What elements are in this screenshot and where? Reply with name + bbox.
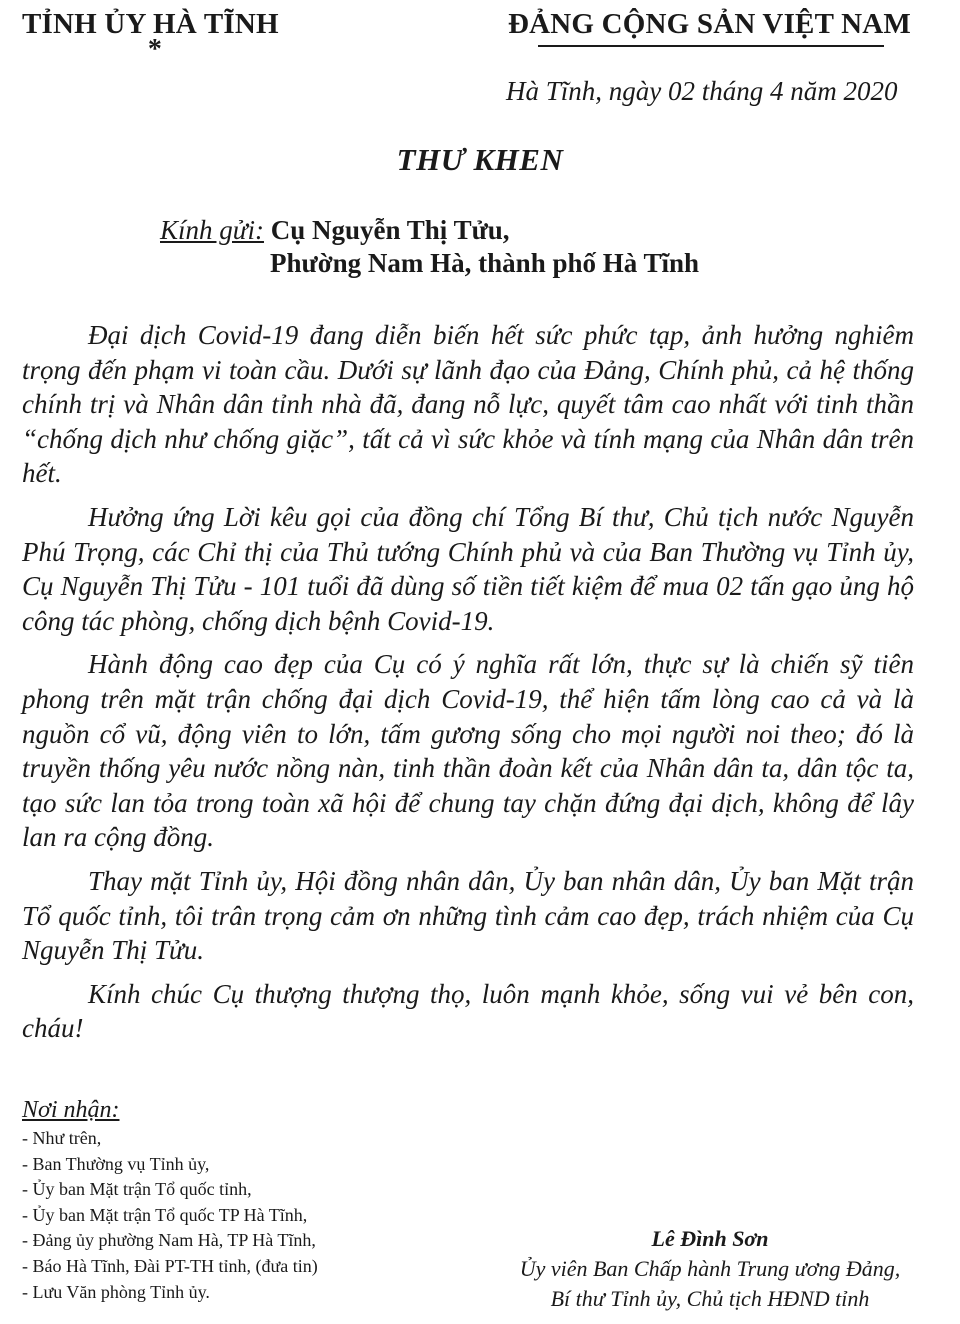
recipient-block <box>160 214 920 280</box>
signer-name: Lê Đình Sơn <box>651 1226 769 1251</box>
distribution-list <box>22 1096 492 1305</box>
body-paragraph: Hưởng ứng Lời kêu gọi của đồng chí Tổng Bí thư, Chủ tịch nước Nguyễn Phú Trọng, các Chỉ thị của Thủ tướng Chính phủ và của Ban Thường vụ Tỉnh ủy, Cụ Nguyễn Thị Tửu - 101 tuổi đã dùng số tiền tiết kiệm để mua 02 tấn gạo ủng hộ công tác phòng, chống dịch bệnh Covid-19. <box>22 501 914 636</box>
distribution-item: - Ủy ban Mặt trận Tổ quốc TP Hà Tĩnh, <box>22 1204 308 1225</box>
body-paragraph: Kính chúc Cụ thượng thượng thọ, luôn mạnh khỏe, sống vui vẻ bên con, cháu! <box>22 978 914 1044</box>
signer-title-line: Ủy viên Ban Chấp hành Trung ương Đảng, <box>519 1256 901 1281</box>
recipient-address: Phường Nam Hà, thành phố Hà Tĩnh <box>270 248 700 278</box>
distribution-item: - Ban Thường vụ Tỉnh ủy, <box>22 1153 210 1174</box>
distribution-item: - Ủy ban Mặt trận Tổ quốc tỉnh, <box>22 1179 252 1200</box>
recipient-name: Cụ Nguyễn Thị Tửu, <box>270 215 510 245</box>
letter-body <box>22 318 914 1055</box>
document-title: THƯ KHEN <box>396 142 564 177</box>
issuing-organization-name: TỈNH ỦY HÀ TĨNH <box>22 8 279 40</box>
distribution-items <box>22 1126 492 1305</box>
party-heading <box>508 8 928 47</box>
signer-title-line: Bí thư Tỉnh ủy, Chủ tịch HĐND tỉnh <box>550 1286 870 1311</box>
body-paragraph: Đại dịch Covid-19 đang diễn biến hết sức phức tạp, ảnh hưởng nghiêm trọng đến phạm vi toàn cầu. Dưới sự lãnh đạo của Đảng, Chính phủ, cả hệ thống chính trị và Nhân dân tỉnh nhà đã, đang nỗ lực, quyết tâm cao nhất với tinh thần “chống dịch như chống giặc”, tất cả vì sức khỏe và tính mạng của Nhân dân trên hết. <box>22 320 914 489</box>
body-paragraph: Thay mặt Tỉnh ủy, Hội đồng nhân dân, Ủy ban nhân dân, Ủy ban Mặt trận Tổ quốc tỉnh, tôi trân trọng cảm ơn những tình cảm cao đẹp, trách nhiệm của Cụ Nguyễn Thị Tửu. <box>22 865 914 966</box>
party-heading-underline <box>538 45 884 47</box>
recipient-label: Kính gửi: <box>160 215 264 245</box>
distribution-item: - Lưu Văn phòng Tỉnh ủy. <box>22 1281 210 1302</box>
distribution-item: - Báo Hà Tĩnh, Đài PT-TH tỉnh, (đưa tin) <box>22 1255 318 1276</box>
signature-block <box>470 1224 950 1314</box>
party-heading-text: ĐẢNG CỘNG SẢN VIỆT NAM <box>508 8 911 40</box>
distribution-title: Nơi nhận: <box>22 1097 120 1123</box>
issuing-organization <box>22 8 282 65</box>
body-paragraph: Hành động cao đẹp của Cụ có ý nghĩa rất lớn, thực sự là chiến sỹ tiên phong trên mặt trận chống đại dịch Covid-19, thể hiện tấm lòng cao cả và là nguồn cổ vũ, động viên to lớn, tấm gương sống cho mọi người noi theo; đó là truyền thống yêu nước nồng nàn, tinh thần đoàn kết của Nhân dân ta, dân tộc ta, tạo sức lan tỏa trong toàn xã hội để chung tay chặn đứng đại dịch, không để lây lan ra cộng đồng. <box>22 649 914 853</box>
organization-mark: * <box>147 34 163 65</box>
date-line: Hà Tĩnh, ngày 02 tháng 4 năm 2020 <box>506 76 898 106</box>
distribution-item: - Như trên, <box>22 1128 102 1148</box>
distribution-item: - Đảng ủy phường Nam Hà, TP Hà Tĩnh, <box>22 1230 316 1251</box>
